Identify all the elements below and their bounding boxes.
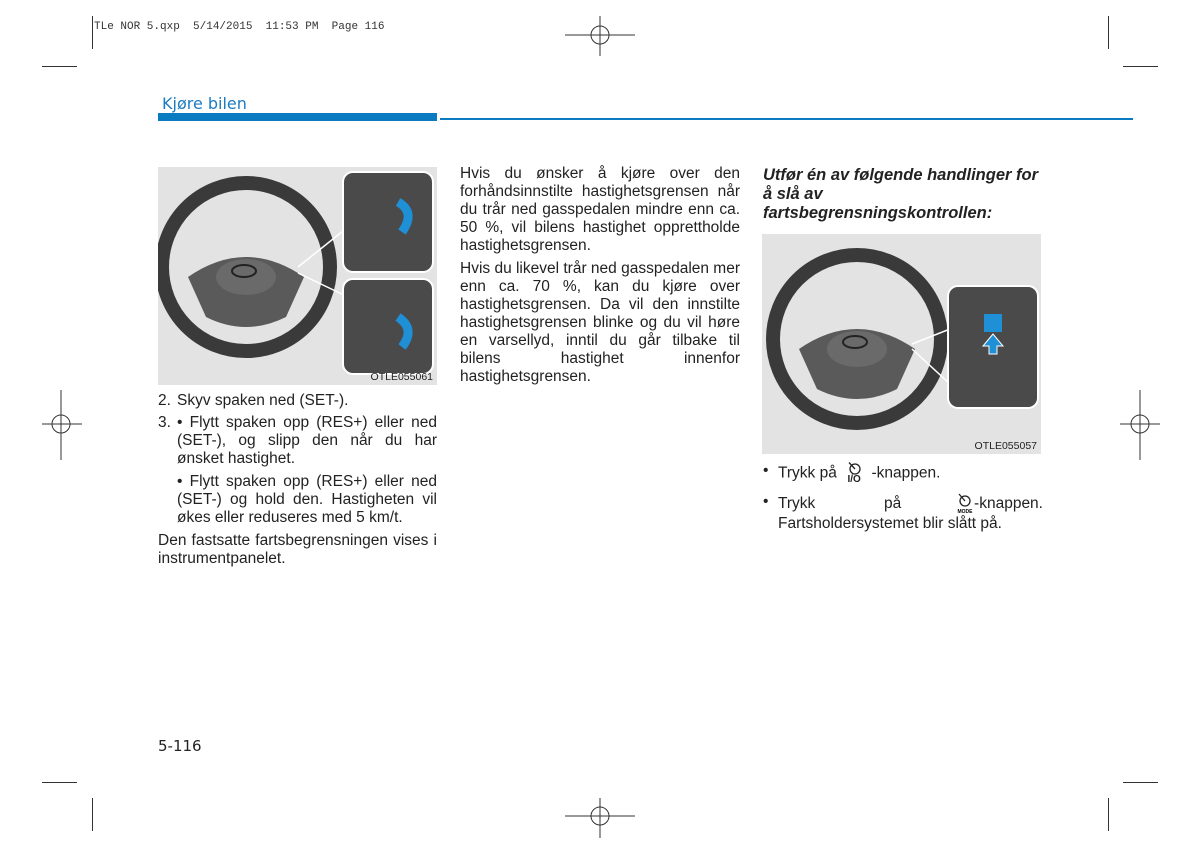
figure-caption: OTLE055057 <box>974 440 1037 452</box>
print-slug: TLe NOR 5.qxp 5/14/2015 11:53 PM Page 116 <box>94 21 385 33</box>
paragraph: Hvis du likevel trår ned gasspedalen mer enn ca. 70 %, kan du kjøre over hastighetsgrensen. Da vil den innstilte hastighetsgrensen blinke og du vil høre en varsellyd, inntil du går tilbake til bilens hastighet innenfor hastighetsgrensen. <box>460 260 740 385</box>
registration-mark <box>1120 390 1160 460</box>
section-title: Kjøre bilen <box>162 94 247 113</box>
crop-mark <box>92 16 93 49</box>
crop-mark <box>42 66 77 67</box>
bullet-text: Trykk på <box>778 495 902 513</box>
icon-label: I/O <box>847 474 861 485</box>
crop-mark <box>42 782 77 783</box>
step-bullet: • Flytt spaken opp (RES+) eller ned (SET-) og hold den. Hastigheten vil økes eller reduseres med 5 km/t. <box>177 473 437 526</box>
step-bullet: • Flytt spaken opp (RES+) eller ned (SET-), og slipp den når du har ønsket hastighet. <box>177 414 437 467</box>
crop-mark <box>1108 16 1109 49</box>
registration-mark <box>42 390 82 460</box>
steering-wheel-figure <box>762 234 1041 454</box>
figure-caption: OTLE055061 <box>370 371 433 383</box>
svg-text:MODE: MODE <box>957 509 973 515</box>
right-bullets <box>763 462 1043 541</box>
crop-mark <box>1108 798 1109 831</box>
step-number: 2. <box>158 392 171 409</box>
step-3 <box>158 414 437 532</box>
bullet-item: • Trykk på I/O -knappen. <box>763 462 941 485</box>
note-text: Den fastsatte fartsbegrensningen vises i instrumentpanelet. <box>158 532 437 567</box>
step-number: 3. <box>158 414 171 431</box>
crop-mark <box>1123 66 1158 67</box>
steering-wheel-illustration <box>762 234 1041 454</box>
steering-wheel-figure <box>158 167 437 385</box>
bullet-text: -knappen. Fartsholdersystemet blir slått på. <box>778 495 1043 532</box>
cruise-mode-icon <box>956 493 974 515</box>
steering-wheel-illustration <box>158 167 437 385</box>
speed-limiter-io-icon <box>843 462 865 485</box>
paragraph: Hvis du ønsker å kjøre over den forhåndsinnstilte hastighetsgrensen når du trår ned gasspedalen mindre enn ca. 50 %, vil bilens hastighet opprettholde hastighetsgrensen. <box>460 165 740 254</box>
crop-mark <box>92 798 93 831</box>
registration-mark <box>565 798 635 838</box>
step-text: Skyv spaken ned (SET-). <box>177 392 349 409</box>
bullet-text: Trykk på <box>778 464 837 482</box>
step-2 <box>158 392 437 410</box>
section-rule <box>440 118 1133 120</box>
section-bar <box>158 113 437 121</box>
bullet-item: • Trykk på MODE -knappen. Fartsholdersystemet blir slått på. <box>763 493 1043 532</box>
page-number: 5-116 <box>158 737 202 755</box>
middle-column <box>460 165 740 391</box>
bullet-text: -knappen. <box>871 464 941 482</box>
left-column <box>158 392 437 573</box>
right-heading: Utfør én av følgende handlinger for å slå av fartsbegrensningskontrollen: <box>763 166 1039 222</box>
registration-mark <box>565 16 635 56</box>
crop-mark <box>1123 782 1158 783</box>
